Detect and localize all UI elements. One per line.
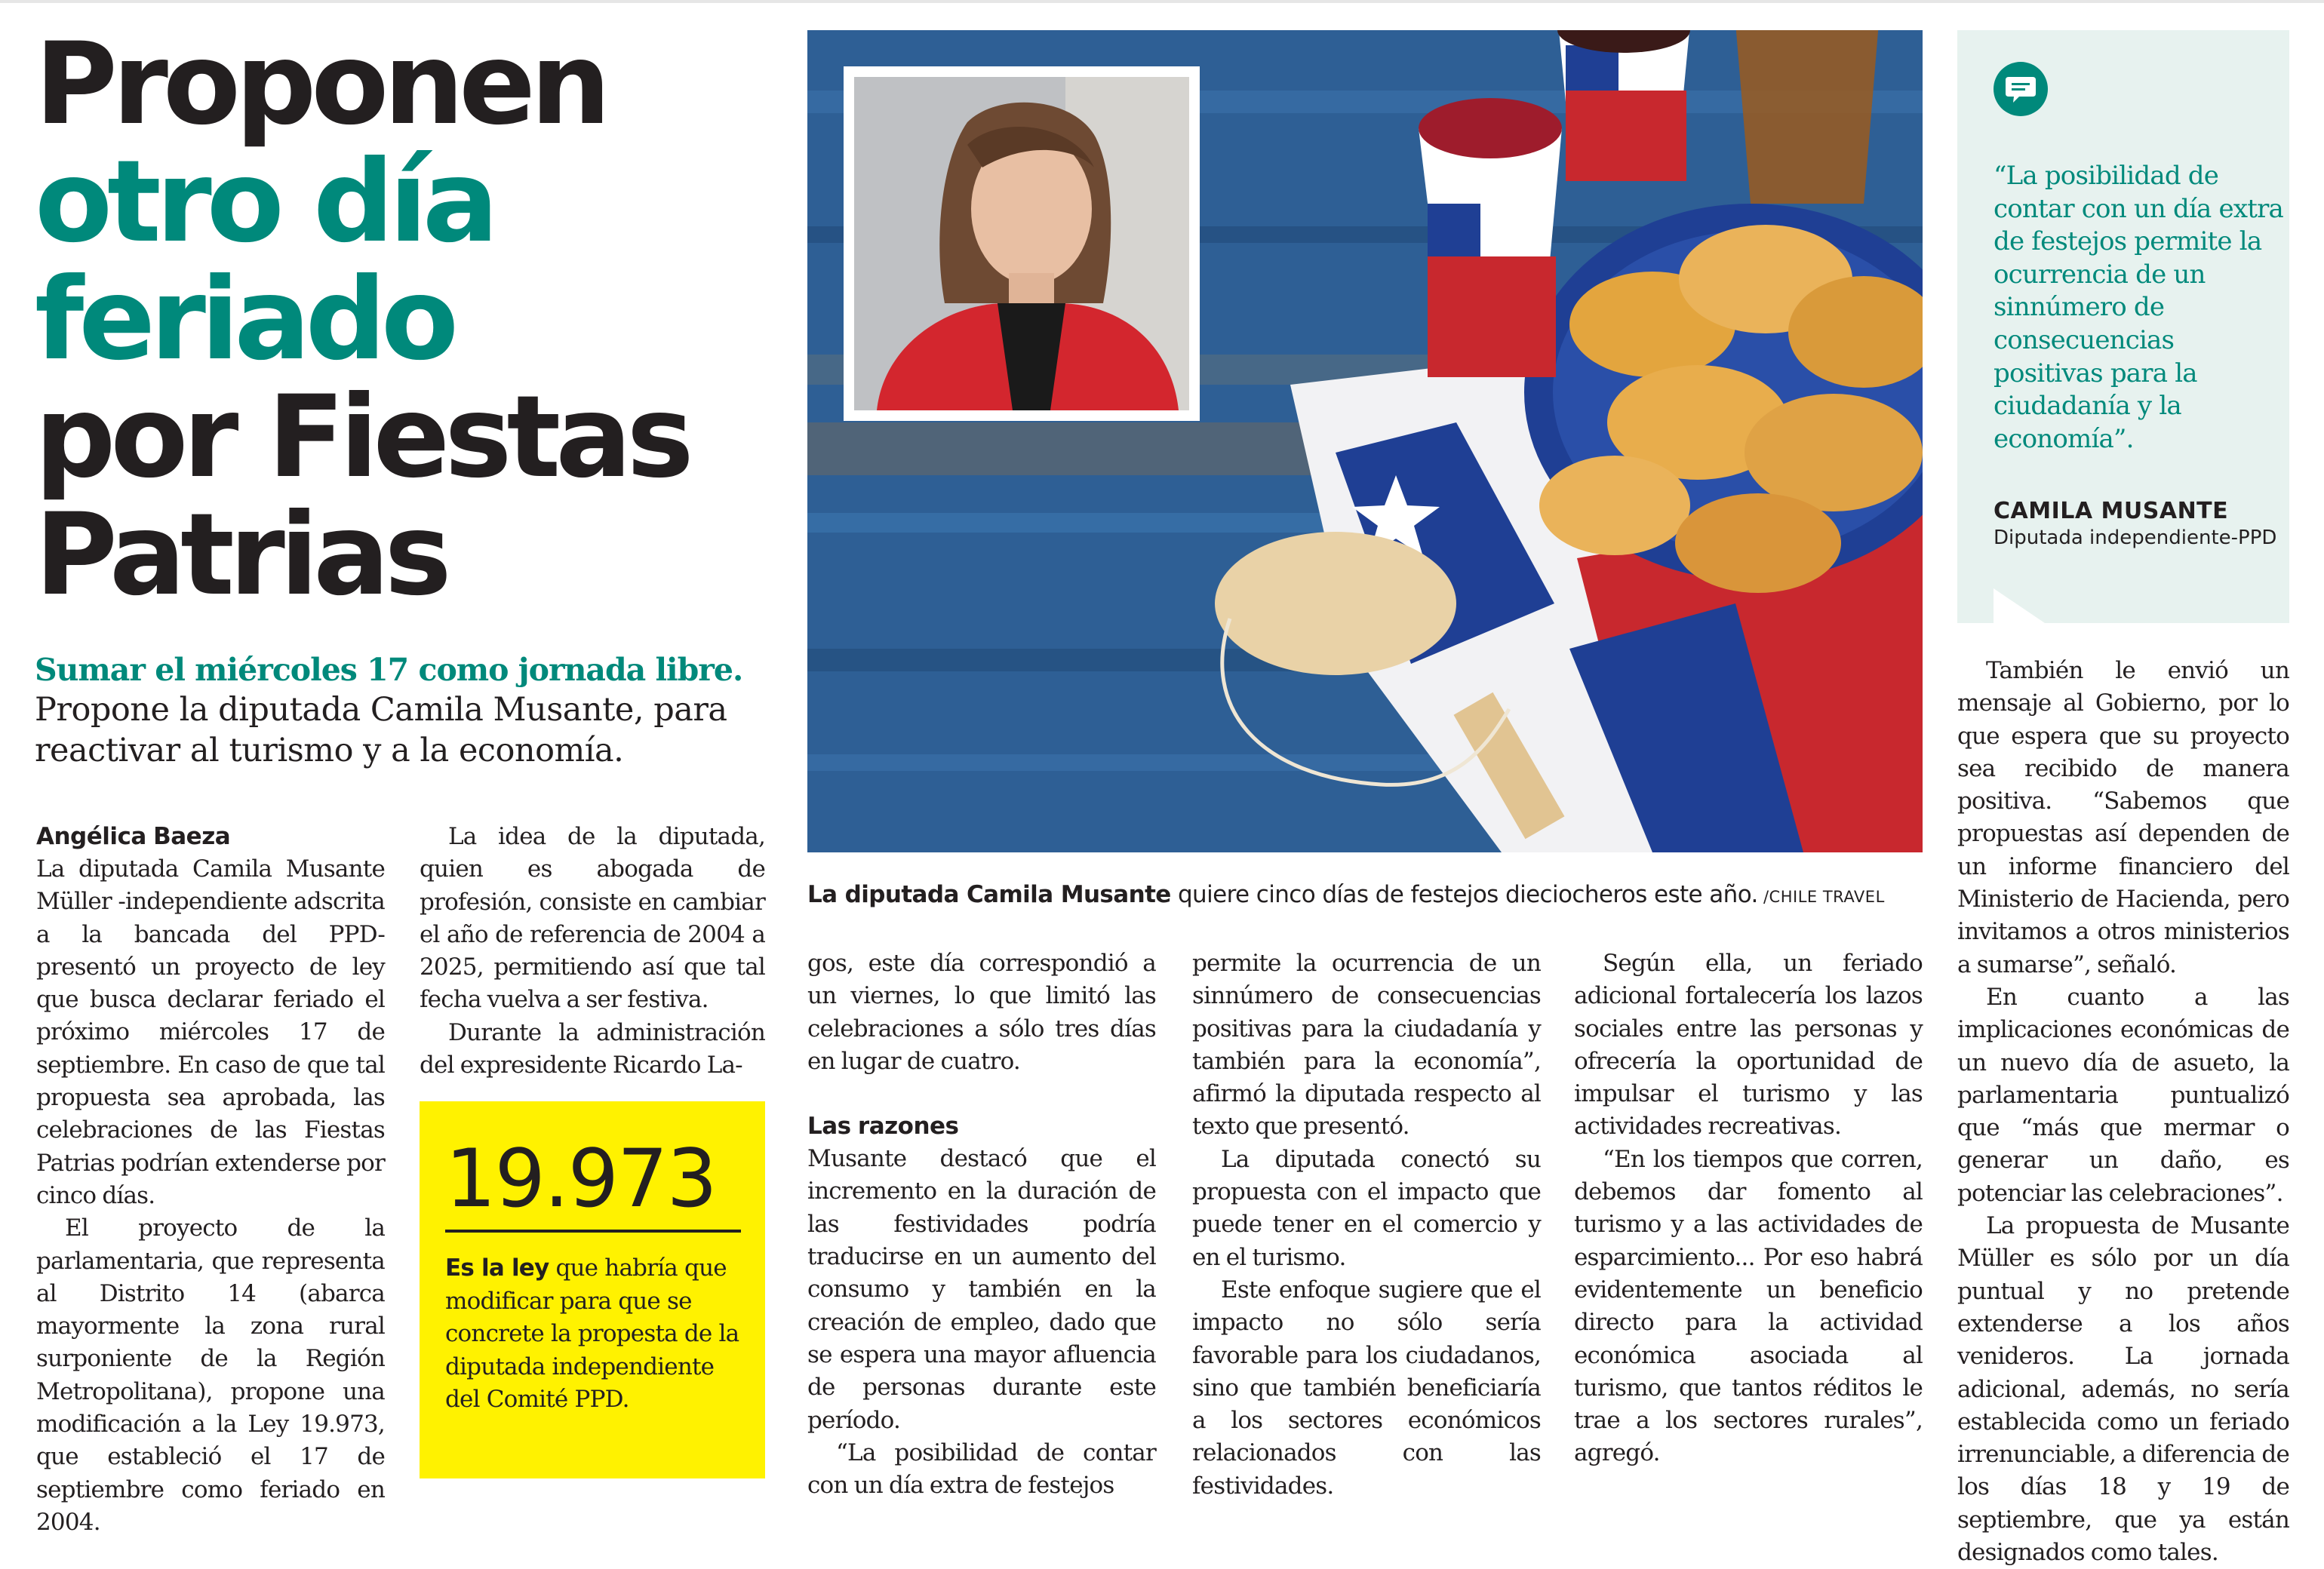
photo-caption	[807, 878, 1923, 913]
paragraph: Durante la administración del expresidente Ricardo La-	[420, 1018, 765, 1079]
photo-credit: /CHILE TRAVEL	[1757, 888, 1885, 906]
portrait-camila-musante	[854, 77, 1189, 410]
headline-line-1: Proponen	[35, 19, 606, 150]
caption-text: quiere cinco días de festejos dieciocheros este año.	[1170, 881, 1758, 908]
paragraph: “La posibilidad de contar con un día extra de festejos	[807, 1439, 1156, 1500]
article-column-6	[1957, 655, 2289, 1569]
headline-line-3: feriado	[35, 254, 454, 385]
headline-line-5: Patrias	[35, 490, 447, 621]
quote-author-role: Diputada independiente-PPD	[1994, 527, 2277, 549]
deck-lead: Sumar el miércoles 17 como jornada libre.	[35, 652, 743, 688]
speech-bubble-icon	[1994, 62, 2048, 116]
article-column-5	[1574, 947, 1923, 1470]
headline	[35, 19, 759, 621]
paragraph: La idea de la diputada, quien es abogada de profesión, consiste en cambiar el año de referencia de 2004 a 2025, permitiendo así que tal fecha vuelva a ser festiva.	[420, 823, 765, 1014]
paragraph: “En los tiempos que corren, debemos dar fomento al turismo y a las actividades de esparcimiento... Por eso habrá evidentemente un beneficio directo para la actividad económica asociada al turismo, que tantos réditos le trae a los sectores rurales”, agregó.	[1574, 1145, 1923, 1467]
deck	[35, 650, 759, 771]
paragraph: La diputada Camila Musante Müller -independiente adscrita a la bancada del PPD- presentó un proyecto de ley que busca declarar feriado el próximo miércoles 17 de septiembre. En caso de que tal propuesta sea aprobada, las celebraciones de las Fiestas Patrias podrían extenderse por cinco días.	[36, 855, 385, 1209]
paragraph: permite la ocurrencia de un sinnúmero de consecuencias positivas para la ciudadanía y también para la economía”, afirmó la diputada respecto al texto que presentó.	[1192, 950, 1541, 1141]
paragraph: Este enfoque sugiere que el impacto no sólo sería favorable para los ciudadanos, sino que también beneficiaría a los sectores económicos relacionados con las festividades.	[1192, 1276, 1541, 1500]
inset-portrait	[844, 66, 1200, 421]
quote-author: CAMILA MUSANTE	[1994, 498, 2229, 524]
paragraph: En cuanto a las implicaciones económicas de un nuevo día de asueto, la parlamentaria puntualizó que “más que mermar o generar un daño, es potenciar las celebraciones”.	[1957, 983, 2289, 1207]
article-column-4	[1192, 947, 1541, 1503]
article-column-1	[36, 821, 385, 1539]
caption-bold: La diputada Camila Musante	[807, 881, 1171, 908]
paragraph: gos, este día correspondió a un viernes, lo que limitó las celebraciones a sólo tres días en lugar de cuatro.	[807, 950, 1156, 1075]
fact-text-bold: Es la ley	[445, 1254, 549, 1282]
byline: Angélica Baeza	[36, 823, 231, 850]
fact-number: 19.973	[445, 1132, 716, 1225]
top-rule	[0, 0, 2324, 3]
fact-rule	[445, 1230, 741, 1233]
deck-subtitle: Propone la diputada Camila Musante, para reactivar al turismo y a la economía.	[35, 691, 727, 769]
fact-text	[445, 1252, 755, 1417]
paragraph: También le envió un mensaje al Gobierno, por lo que espera que su proyecto sea recibido de manera positiva. “Sabemos que propuestas así dependen de un informe financiero del Ministerio de Hacienda, pero invitamos a otros ministerios a sumarse”, señaló.	[1957, 657, 2289, 978]
paragraph: El proyecto de la parlamentaria, que representa al Distrito 14 (abarca mayormente la zona rural surponiente de la Región Metropolitana), propone una modificación a la Ley 19.973, que estableció el 17 de septiembre como feriado en 2004.	[36, 1214, 385, 1536]
paragraph: Según ella, un feriado adicional fortalecería los lazos sociales entre las personas y ofrecería la oportunidad de impulsar el turismo y las actividades recreativas.	[1574, 950, 1923, 1141]
pull-quote-text: “La posibilidad de contar con un día extra de festejos permite la ocurrencia de un sinnúmero de consecuencias positivas para la ciudadanía y la economía”.	[1994, 161, 2284, 454]
article-column-2	[420, 821, 765, 1082]
headline-line-2: otro día	[35, 137, 494, 268]
paragraph: Musante destacó que el incremento en la duración de las festividades podría traducirse en un aumento del consumo y también en la creación de empleo, dado que se espera una mayor afluencia de personas durante este período.	[807, 1145, 1156, 1434]
headline-line-4: por Fiestas	[35, 372, 689, 503]
subhead: Las razones	[807, 1113, 959, 1141]
quote-tail	[1994, 588, 2045, 623]
fact-text-rest: que habría que modificar para que se concrete la propesta de la diputada independiente del Comité PPD.	[445, 1254, 739, 1413]
spacer	[807, 1078, 1156, 1110]
paragraph: La propuesta de Musante Müller es sólo por un día puntual y no pretende extenderse a los años venideros. La jornada adicional, además, no sería establecida como un feriado irrenunciable, a diferencia de los días 18 y 19 de septiembre, que ya están designados como tales.	[1957, 1212, 2289, 1567]
article-column-3	[807, 947, 1156, 1502]
paragraph: La diputada conectó su propuesta con el impacto que puede tener en el comercio y en el turismo.	[1192, 1145, 1541, 1271]
